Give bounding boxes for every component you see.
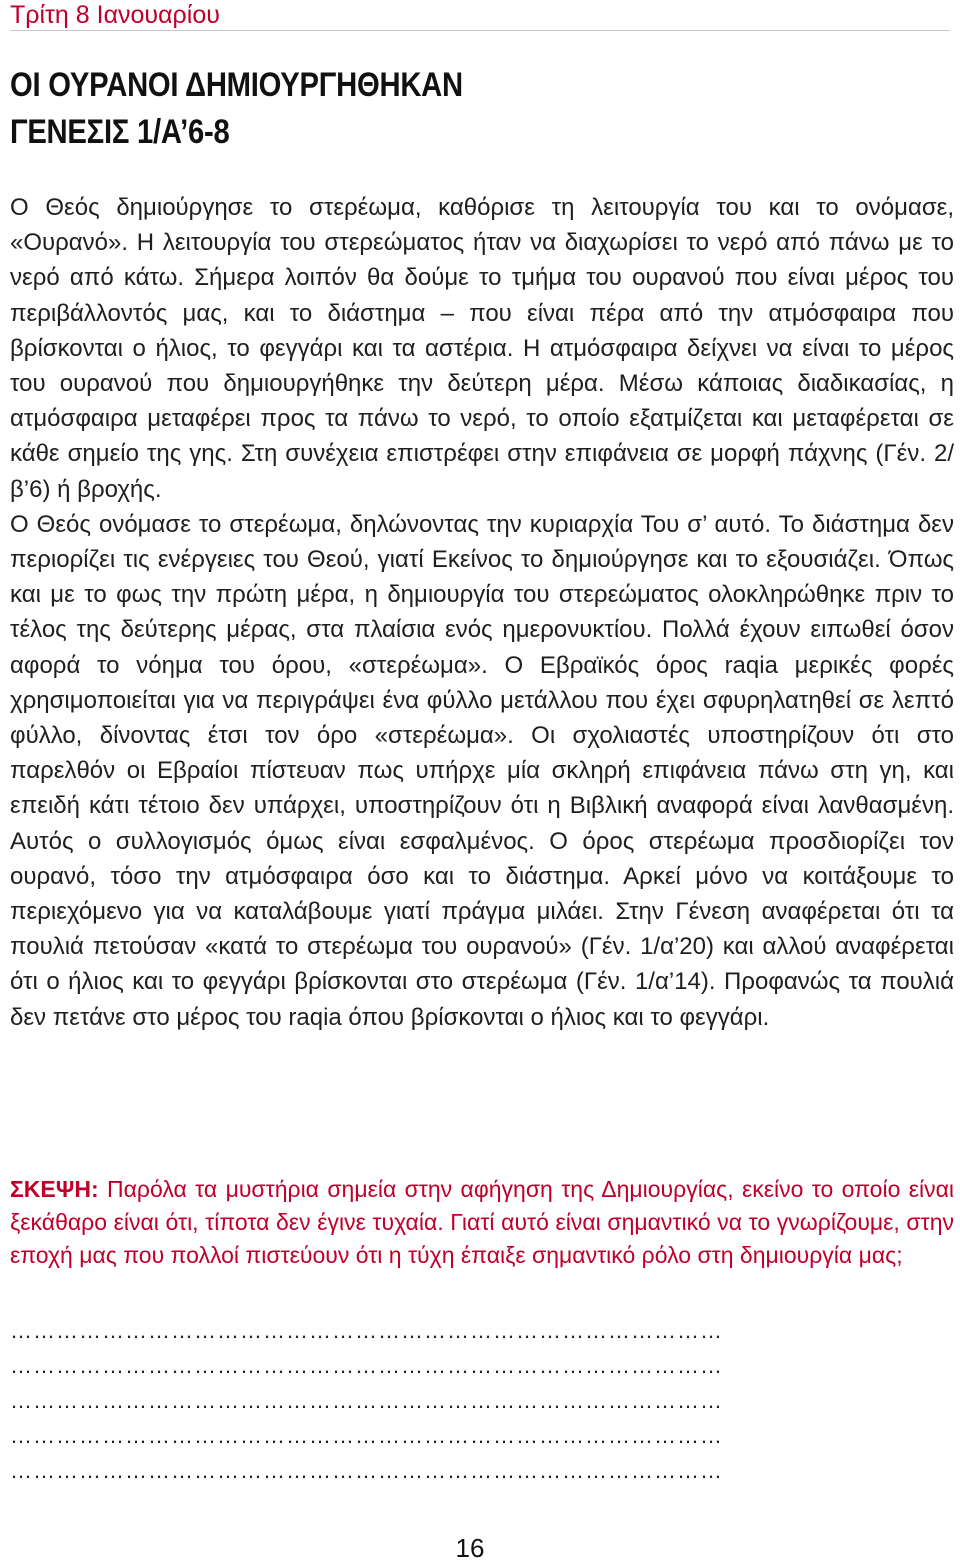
page-number: 16 xyxy=(455,1533,485,1563)
answer-line: ………………………………………………………………………………… xyxy=(10,1458,723,1483)
body-text xyxy=(10,190,954,1035)
answer-line: ………………………………………………………………………………… xyxy=(10,1423,723,1448)
answer-line: ………………………………………………………………………………… xyxy=(10,1353,723,1378)
date-label: Τρίτη 8 Ιανουαρίου xyxy=(10,1,220,29)
answer-line: ………………………………………………………………………………… xyxy=(10,1388,723,1413)
reflection-label: ΣΚΕΨΗ: xyxy=(10,1176,99,1202)
reflection-section xyxy=(10,1173,954,1272)
reflection-question: Παρόλα τα μυστήρια σημεία στην αφήγηση της Δημιουργίας, εκείνο το οποίο είναι ξεκάθαρο είναι ότι, τίποτα δεν έγινε τυχαία. Γιατί αυτό είναι σημαντικό να το γνωρίζουμε, στην εποχή μας που πολλοί πιστεύουν ότι η τύχη έπαιξε σημαντικό ρόλο στη δημιουργία μας; xyxy=(10,1176,954,1268)
paragraph-2: Ο Θεός ονόμασε το στερέωμα, δηλώνοντας την κυριαρχία Του σ’ αυτό. Το διάστημα δεν περιορίζει τις ενέργειες του Θεού, γιατί Εκείνος το δημιούργησε και το εξουσιάζει. Όπως και με το φως την πρώτη μέρα, η δημιουργία του στερεώματος ολοκληρώθηκε πριν το τέλος της δεύτερης μέρας, στα πλαίσια ενός ημερονυκτίου. Πολλά έχουν ειπωθεί όσον αφορά το νόημα του όρου, «στερέωμα». Ο Εβραϊκός όρος raqia μερικές φορές χρησιμοποιείται για να περιγράψει ένα φύλλο μετάλλου που έχει σφυρηλατηθεί σε λεπτό φύλλο, δίνοντας έτσι τον όρο «στερέωμα». Οι σχολιαστές υποστηρίζουν ότι στο παρελθόν οι Εβραίοι πίστευαν πως υπήρχε μία σκληρή επιφάνεια πάνω στη γη, και επειδή κάτι τέτοιο δεν υπάρχει, υποστηρίζουν ότι η Βιβλική αναφορά είναι λανθασμένη. Αυτός ο συλλογισμός όμως είναι εσφαλμένος. Ο όρος στερέωμα προσδιορίζει τον ουρανό, τόσο την ατμόσφαιρα όσο και το διάστημα. Αρκεί μόνο να κοιτάξουμε το περιεχόμενο για να καταλάβουμε γιατί πράγμα μιλάει. Στην Γένεση αναφέρεται ότι τα πουλιά πετούσαν «κατά το στερέωμα του ουρανού» (Γέν. 1/α’20) και αλλού αναφέρεται ότι ο ήλιος και το φεγγάρι βρίσκονται στο στερέωμα (Γέν. 1/α’14). Προφανώς τα πουλιά δεν πετάνε στο μέρος του raqia όπου βρίσκονται ο ήλιος και το φεγγάρι. xyxy=(10,510,954,1031)
paragraph-1: Ο Θεός δημιούργησε το στερέωμα, καθόρισε τη λειτουργία του και το ονόμασε, «Ουρανό». Η λειτουργία του στερεώματος ήταν να διαχωρίσει το νερό από πάνω με το νερό από κάτω. Σήμερα λοιπόν θα δούμε το τμήμα του ουρανού που είναι μέρος του περιβάλλοντός μας, και το διάστημα – που είναι πέρα από την ατμόσφαιρα που βρίσκονται ο ήλιος, το φεγγάρι και τα αστέρια. Η ατμόσφαιρα δείχνει να είναι το μέρος του ουρανού που δημιουργήθηκε την δεύτερη μέρα. Μέσω κάποιας διαδικασίας, η ατμόσφαιρα μεταφέρει προς τα πάνω το νερό, το οποίο εξατμίζεται και μεταφέρεται σε κάθε σημείο της γης. Στη συνέχεια επιστρέφει στην επιφάνεια σε μορφή πάχνης (Γέν. 2/β’6) ή βροχής. xyxy=(10,194,954,503)
scripture-reference: ΓΕΝΕΣΙΣ 1/Α’6-8 xyxy=(10,113,230,151)
answer-line: ………………………………………………………………………………… xyxy=(10,1318,723,1343)
title-block xyxy=(10,62,950,156)
page-title: ΟΙ ΟΥΡΑΝΟΙ ΔΗΜΙΟΥΡΓΗΘΗΚΑΝ xyxy=(10,66,463,104)
answer-lines xyxy=(10,1313,950,1488)
date-header xyxy=(10,0,950,31)
